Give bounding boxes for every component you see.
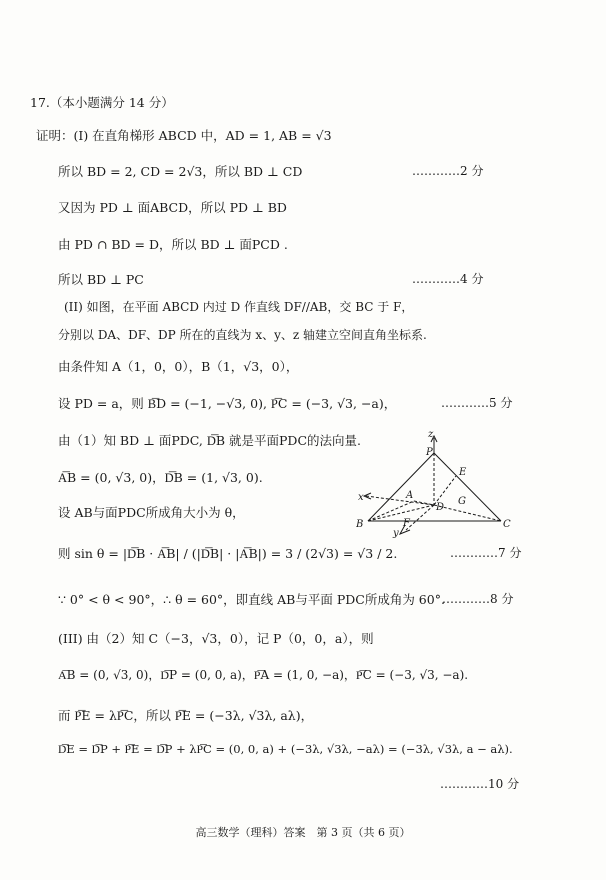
segment-de (434, 476, 456, 505)
angle-definition-line: 设 AB与面PDC所成角大小为 θ， (58, 505, 245, 520)
edge-bd (368, 505, 434, 521)
label-g: G (458, 496, 466, 507)
label-p: P (426, 447, 433, 458)
edge-dc (434, 505, 501, 521)
label-e: E (459, 467, 467, 478)
score-8: …………8 分 (442, 592, 514, 606)
sine-formula-line: 则 sin θ = |D͞B · A͞B| / (|D͞B| · |A͞B|) = 3 / (2√3) = √3 / 2. (58, 546, 398, 561)
edge-pc (434, 453, 501, 521)
proof-line-3: 又因为 PD ⊥ 面ABCD，所以 PD ⊥ BD (58, 200, 287, 215)
score-7: …………7 分 (450, 546, 522, 560)
pyramid-figure (356, 428, 526, 538)
proof-line-4: 由 PD ∩ BD = D，所以 BD ⊥ 面PCD . (58, 237, 288, 252)
proof-line-2: 所以 BD = 2, CD = 2√3，所以 BD ⊥ CD (58, 164, 303, 179)
label-f: F (403, 518, 410, 529)
score-2: …………2 分 (412, 164, 484, 178)
proof-line-5: 所以 BD ⊥ PC (58, 272, 144, 287)
part-3-intro: (III) 由（2）知 C（−3，√3，0），记 P（0，0，a），则 (58, 631, 374, 646)
de-vector-line: D͞E = D͞P + P͞E = D͞P + λP͞C = (0, 0, a) + (−3λ, √3λ, −aλ) = (−3λ, √3λ, a − aλ). (58, 742, 513, 756)
normal-vector-line: 由（1）知 BD ⊥ 面PDC, D͞B 就是平面PDC的法向量. (58, 433, 361, 448)
conditions-line: 由条件知 A（1，0，0），B（1，√3，0）， (58, 359, 299, 374)
score-10: …………10 分 (440, 777, 520, 791)
vectors-ab-db-line: A͞B = (0, √3, 0)，D͞B = (1, √3, 0). (58, 470, 263, 485)
label-a: A (406, 490, 414, 501)
label-y: y (393, 528, 399, 538)
proof-line-1: 证明：(I) 在直角梯形 ABCD 中，AD = 1, AB = √3 (36, 128, 332, 143)
y-axis (406, 505, 434, 530)
label-z: z (428, 429, 434, 440)
score-4: …………4 分 (412, 272, 484, 286)
score-5: …………5 分 (441, 396, 513, 410)
part-3-vectors-line: A͞B = (0, √3, 0)，D͞P = (0, 0, a)，P͞A = (1, 0, −a)，P͞C = (−3, √3, −a). (58, 668, 469, 682)
edge-pb (368, 453, 434, 521)
x-axis (366, 496, 434, 505)
vectors-bd-pc-line: 设 PD = a，则 B͞D = (−1, −√3, 0), P͞C = (−3, √3, −a)， (58, 396, 397, 411)
coordinate-system-line: 分别以 DA、DF、DP 所在的直线为 x、y、z 轴建立空间直角坐标系. (58, 328, 427, 342)
page-footer: 高三数学（理科）答案 第 3 页（共 6 页） (195, 826, 411, 839)
angle-conclusion-line: ∵ 0° < θ < 90°，∴ θ = 60°，即直线 AB与平面 PDC所成角为 60°. (58, 592, 445, 607)
label-c: C (503, 519, 511, 530)
part-2-intro: (II) 如图，在平面 ABCD 内过 D 作直线 DF//AB，交 BC 于 F， (64, 300, 414, 314)
label-d: D (436, 502, 445, 513)
problem-header: 17.（本小题满分 14 分） (30, 95, 174, 110)
pe-vector-line: 而 P͞E = λP͞C，所以 P͞E = (−3λ, √3λ, aλ)， (58, 708, 314, 723)
label-x: x (358, 492, 364, 503)
label-b: B (356, 519, 364, 530)
